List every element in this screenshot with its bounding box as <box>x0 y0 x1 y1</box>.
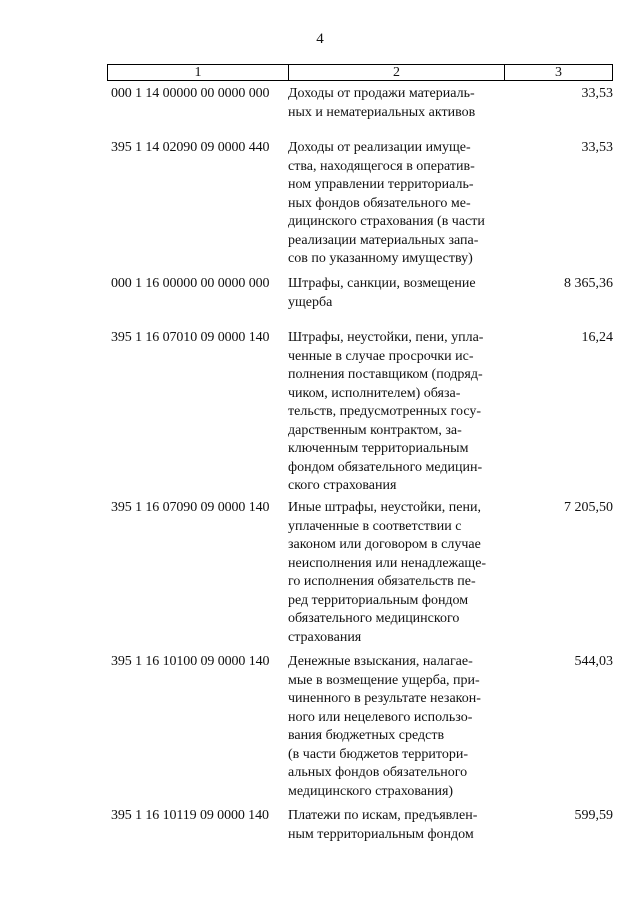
row-name-line: ченные в случае просрочки ис- <box>288 348 474 364</box>
row-code: 395 1 14 02090 09 0000 440 <box>111 140 270 155</box>
row-name-line: ном управлении территориаль- <box>288 177 474 192</box>
row-amount: 16,24 <box>581 330 613 345</box>
row-name-line: законом или договором в случае <box>288 537 481 552</box>
row-name <box>288 653 513 801</box>
row-name-line: ключенным территориальным <box>288 441 469 456</box>
row-name-line: фондом обязательного медицин- <box>288 459 483 475</box>
row-code: 000 1 14 00000 00 0000 000 <box>111 86 270 101</box>
header-col-2: 2 <box>289 65 505 80</box>
row-name-line: Штрафы, санкции, возмещение <box>288 276 476 291</box>
row-name-line: мые в возмещение ущерба, при- <box>288 672 480 688</box>
row-code: 395 1 16 07010 09 0000 140 <box>111 330 270 345</box>
row-name <box>288 499 513 647</box>
row-name-line: ным территориальным фондом <box>288 826 474 842</box>
row-code: 000 1 16 00000 00 0000 000 <box>111 276 270 291</box>
row-name-line: ред территориальным фондом <box>288 592 469 608</box>
row-name <box>288 275 513 312</box>
row-amount: 599,59 <box>574 808 613 823</box>
row-name-line: ных фондов обязательного ме- <box>288 195 471 211</box>
row-name-line: Доходы от реализации имуще- <box>288 140 471 155</box>
row-name-line: страхования <box>288 629 362 645</box>
row-name-line: ного или нецелевого использо- <box>288 709 473 725</box>
row-name-line: дарственным контрактом, за- <box>288 422 462 438</box>
row-name-line: альных фондов обязательного <box>288 765 468 780</box>
row-name-line: Штрафы, неустойки, пени, упла- <box>288 330 484 345</box>
row-name-line: Иные штрафы, неустойки, пени, <box>288 500 481 515</box>
header-col-3: 3 <box>555 65 562 80</box>
row-code: 395 1 16 10100 09 0000 140 <box>111 654 270 669</box>
row-name <box>288 85 513 122</box>
row-name <box>288 139 513 269</box>
row-name-line: (в части бюджетов территори- <box>288 746 469 762</box>
row-name-line: обязательного медицинского <box>288 611 460 626</box>
row-name-line: ущерба <box>288 294 333 310</box>
row-amount: 33,53 <box>581 140 613 155</box>
row-name-line: тельств, предусмотренных госу- <box>288 404 482 419</box>
row-name-line: Доходы от продажи материаль- <box>288 86 475 101</box>
row-name-line: чиненного в результате незакон- <box>288 691 481 706</box>
row-code: 395 1 16 10119 09 0000 140 <box>111 808 269 823</box>
row-amount: 544,03 <box>574 654 613 669</box>
header-col-1: 1 <box>108 65 289 80</box>
row-name <box>288 807 513 844</box>
row-name <box>288 329 513 496</box>
row-name-line: Платежи по искам, предъявлен- <box>288 808 478 823</box>
table-header <box>107 64 613 81</box>
row-name-line: сов по указанному имуществу) <box>288 251 473 266</box>
row-code: 395 1 16 07090 09 0000 140 <box>111 500 270 515</box>
page-number: 4 <box>316 31 324 47</box>
row-amount: 7 205,50 <box>564 500 613 515</box>
row-name-line: неисполнения или ненадлежаще- <box>288 555 487 571</box>
row-amount: 8 365,36 <box>564 276 613 291</box>
row-name-line: ского страхования <box>288 478 397 493</box>
row-name-line: полнения поставщиком (подряд- <box>288 367 483 382</box>
row-name-line: вания бюджетных средств <box>288 728 445 743</box>
row-name-line: Денежные взыскания, налагае- <box>288 654 473 669</box>
row-amount: 33,53 <box>581 86 613 101</box>
row-name-line: ных и нематериальных активов <box>288 104 476 120</box>
row-name-line: чиком, исполнителем) обяза- <box>288 385 461 401</box>
row-name-line: медицинского страхования) <box>288 783 454 799</box>
row-name-line: ства, находящегося в оператив- <box>288 158 475 174</box>
row-name-line: го исполнения обязательств пе- <box>288 574 476 589</box>
row-name-line: реализации материальных запа- <box>288 232 479 248</box>
row-name-line: уплаченные в соответствии с <box>288 518 462 534</box>
row-name-line: дицинского страхования (в части <box>288 214 485 229</box>
